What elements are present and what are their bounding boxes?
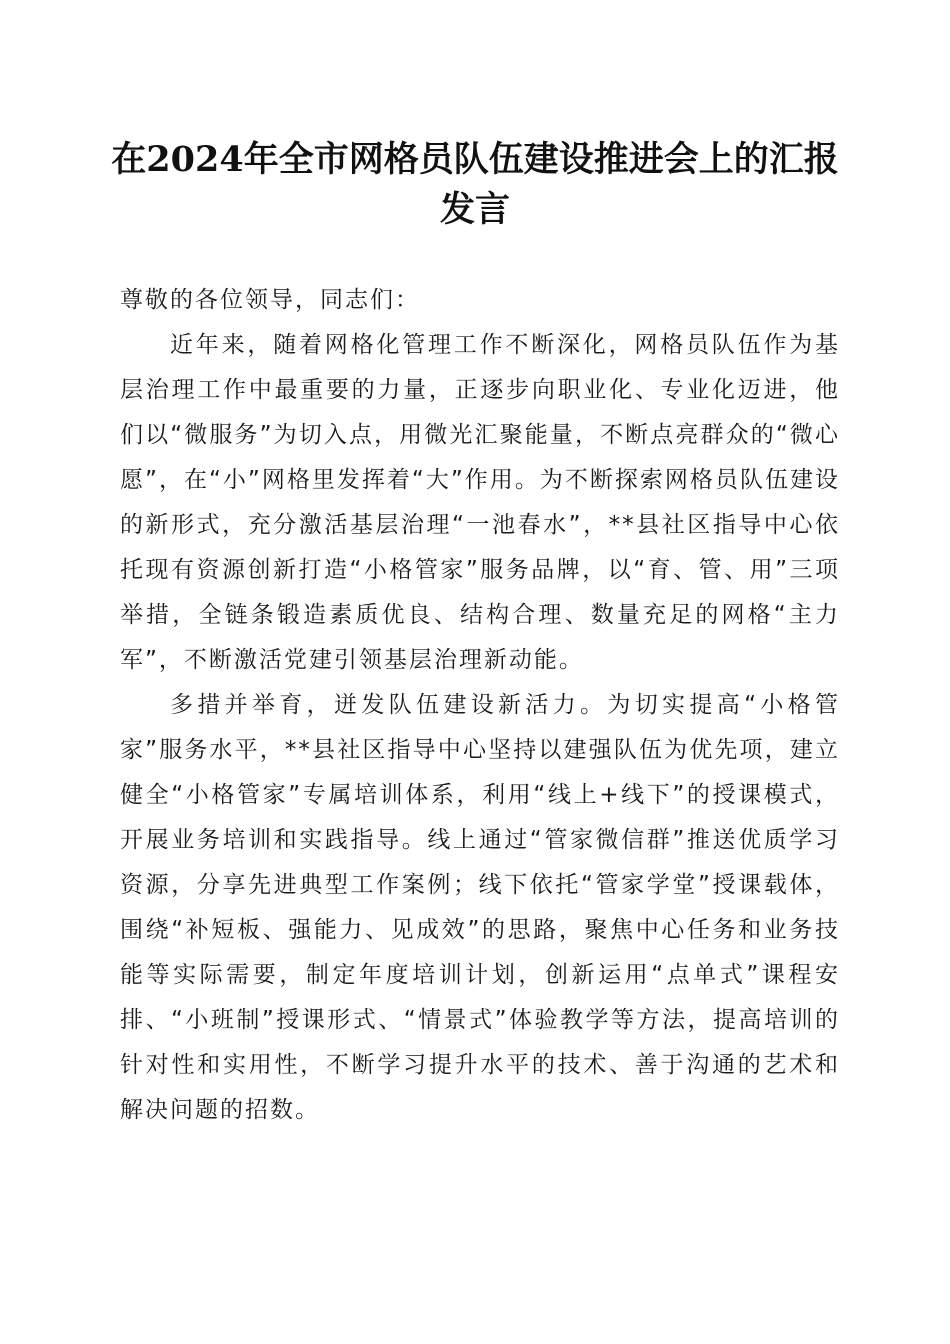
document-title: 在2024年全市网格员队伍建设推进会上的汇报发言 [111, 139, 839, 230]
salutation: 尊敬的各位领导，同志们： [120, 287, 420, 313]
body-paragraph: 多措并举育，迸发队伍建设新活力。为切实提高“小格管家”服务水平，**县社区指导中心坚持以建强队伍为优先项，建立健全“小格管家”专属培训体系，利用“线上+线下”的授课模式，开展业务培训和实践指导。线上通过“管家微信群”推送优质学习资源，分享先进典型工作案例；线下依托“管家学堂”授课载体，围绕“补短板、强能力、见成效”的思路，聚焦中心任务和业务技能等实际需要，制定年度培训计划，创新运用“点单式”课程安排、“小班制”授课形式、“情景式”体验教学等方法，提高培训的针对性和实用性，不断学习提升水平的技术、善于沟通的艺术和解决问题的招数。 [120, 692, 840, 1123]
body-paragraph: 近年来，随着网格化管理工作不断深化，网格员队伍作为基层治理工作中最重要的力量，正逐步向职业化、专业化迈进，他们以“微服务”为切入点，用微光汇聚能量，不断点亮群众的“微心愿”，在“小”网格里发挥着“大”作用。为不断探索网格员队伍建设的新形式，充分激活基层治理“一池春水”，**县社区指导中心依托现有资源创新打造“小格管家”服务品牌，以“育、管、用”三项举措，全链条锻造素质优良、结构合理、数量充足的网格“主力军”，不断激活党建引领基层治理新动能。 [120, 332, 840, 673]
document-body [120, 278, 840, 1133]
